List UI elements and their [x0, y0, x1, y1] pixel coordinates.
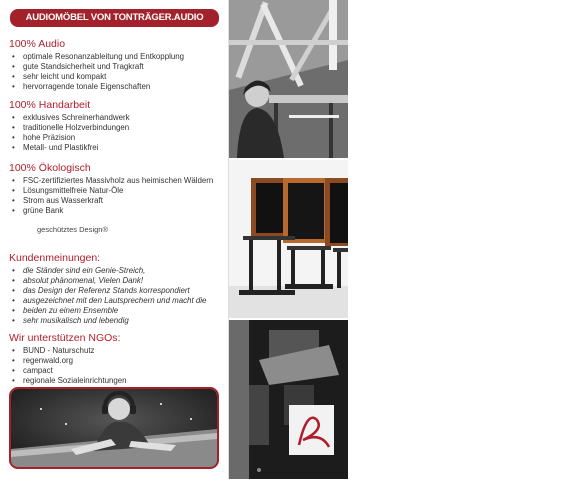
list-item: • exklusives Schreinerhandwerk: [9, 113, 130, 123]
list-item: • regionale Sozialeinrichtungen: [9, 376, 127, 386]
list-item: • sehr leicht und kompakt: [9, 72, 184, 82]
list-item: • gute Standsicherheit und Tragkraft: [9, 62, 184, 72]
empty-area: [348, 0, 567, 479]
list-item: • das Design der Referenz Stands korrespondiert: [9, 286, 206, 296]
list-item: • optimale Resonanzableitung und Entkopplung: [9, 52, 184, 62]
page-title-banner: AUDIOMÖBEL VON TONTRÄGER.AUDIO: [10, 9, 219, 27]
list-item-continued: • beiden zu einem Ensemble: [9, 306, 206, 316]
ngo-heading: Wir unterstützen NGOs:: [9, 332, 121, 344]
list-item: • hervorragende tonale Eigenschaften: [9, 82, 184, 92]
workshop-photo: [229, 0, 348, 158]
machine-photo: [229, 320, 348, 479]
speaker-stands-photo: [229, 160, 348, 318]
list-item: • campact: [9, 366, 127, 376]
list-oekologisch: [9, 176, 213, 216]
list-item: • grüne Bank: [9, 206, 213, 216]
design-note: geschütztes Design®: [37, 225, 108, 234]
section-heading-handarbeit: 100% Handarbeit: [9, 99, 91, 111]
list-item: • regenwald.org: [9, 356, 127, 366]
list-item: • die Ständer sind ein Genie-Streich,: [9, 266, 206, 276]
reviews-heading: Kundenmeinungen:: [9, 252, 101, 264]
list-item: • hohe Präzision: [9, 133, 130, 143]
craftswoman-photo: [9, 387, 219, 469]
list-audio: [9, 52, 184, 92]
list-item: • traditionelle Holzverbindungen: [9, 123, 130, 133]
list-item: • FSC-zertifiziertes Massivholz aus heimischen Wäldern: [9, 176, 213, 186]
section-heading-oekologisch: 100% Ökologisch: [9, 162, 91, 174]
list-item: • Lösungsmittelfreie Natur-Öle: [9, 186, 213, 196]
list-ngos: [9, 346, 127, 386]
list-item: • Strom aus Wasserkraft: [9, 196, 213, 206]
list-item: • BUND - Naturschutz: [9, 346, 127, 356]
list-reviews: [9, 266, 206, 326]
photo-column: [229, 0, 348, 479]
list-item: • sehr musikalisch und lebendig: [9, 316, 206, 326]
photo-strip: [229, 0, 348, 479]
list-handarbeit: [9, 113, 130, 153]
craftswoman-photo-image: [11, 389, 217, 467]
left-column: [0, 0, 228, 479]
list-item-continued: • absolut phänomenal, Vielen Dank!: [9, 276, 206, 286]
list-item: • Metall- und Plastikfrei: [9, 143, 130, 153]
section-heading-audio: 100% Audio: [9, 38, 66, 50]
list-item-continued: • ausgezeichnet mit den Lautsprechern und macht die: [9, 296, 206, 306]
